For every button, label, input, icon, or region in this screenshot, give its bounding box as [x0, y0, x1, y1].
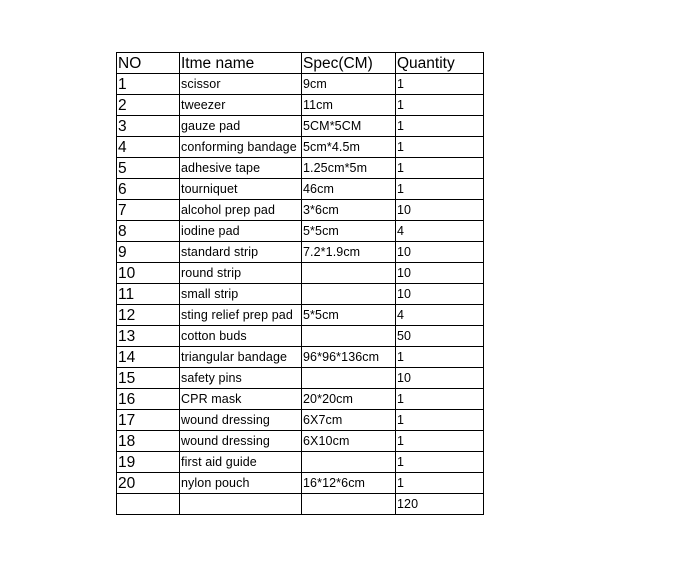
item-name-cell: standard strip	[180, 242, 302, 263]
item-name-cell: nylon pouch	[180, 473, 302, 494]
table-row	[117, 410, 484, 431]
item-name-cell: cotton buds	[180, 326, 302, 347]
spec-cell	[302, 494, 396, 515]
quantity-cell: 1	[396, 74, 484, 95]
table-row	[117, 431, 484, 452]
row-number-cell: 14	[117, 347, 180, 368]
quantity-cell: 4	[396, 305, 484, 326]
table-row	[117, 368, 484, 389]
spec-cell: 16*12*6cm	[302, 473, 396, 494]
row-number-cell: 1	[117, 74, 180, 95]
table-row	[117, 242, 484, 263]
item-name-cell: tweezer	[180, 95, 302, 116]
spec-cell	[302, 326, 396, 347]
item-name-cell: round strip	[180, 263, 302, 284]
spec-cell: 1.25cm*5m	[302, 158, 396, 179]
row-number-cell: 18	[117, 431, 180, 452]
quantity-cell: 1	[396, 95, 484, 116]
item-name-cell: alcohol prep pad	[180, 200, 302, 221]
table-row	[117, 305, 484, 326]
quantity-cell: 10	[396, 263, 484, 284]
spec-cell	[302, 263, 396, 284]
quantity-cell: 120	[396, 494, 484, 515]
row-number-cell: 7	[117, 200, 180, 221]
quantity-cell: 1	[396, 431, 484, 452]
row-number-cell: 11	[117, 284, 180, 305]
quantity-cell: 1	[396, 452, 484, 473]
row-number-cell: 6	[117, 179, 180, 200]
quantity-cell: 1	[396, 137, 484, 158]
table-header-row	[117, 53, 484, 74]
header-spec: Spec(CM)	[302, 53, 396, 74]
first-aid-kit-table-container	[116, 52, 484, 515]
quantity-cell: 50	[396, 326, 484, 347]
table-row	[117, 74, 484, 95]
quantity-cell: 1	[396, 158, 484, 179]
row-number-cell: 5	[117, 158, 180, 179]
row-number-cell: 15	[117, 368, 180, 389]
row-number-cell: 13	[117, 326, 180, 347]
row-number-cell: 10	[117, 263, 180, 284]
item-name-cell: first aid guide	[180, 452, 302, 473]
row-number-cell: 8	[117, 221, 180, 242]
row-number-cell: 4	[117, 137, 180, 158]
spec-cell: 3*6cm	[302, 200, 396, 221]
row-number-cell	[117, 494, 180, 515]
item-name-cell: gauze pad	[180, 116, 302, 137]
quantity-cell: 1	[396, 179, 484, 200]
item-name-cell: scissor	[180, 74, 302, 95]
spec-cell: 6X10cm	[302, 431, 396, 452]
spec-cell: 5CM*5CM	[302, 116, 396, 137]
item-name-cell: CPR mask	[180, 389, 302, 410]
row-number-cell: 17	[117, 410, 180, 431]
table-row	[117, 221, 484, 242]
table-row	[117, 116, 484, 137]
spec-cell: 6X7cm	[302, 410, 396, 431]
table-row	[117, 284, 484, 305]
table-row	[117, 179, 484, 200]
item-name-cell: iodine pad	[180, 221, 302, 242]
spec-cell	[302, 452, 396, 473]
table-row	[117, 200, 484, 221]
item-name-cell: sting relief prep pad	[180, 305, 302, 326]
row-number-cell: 19	[117, 452, 180, 473]
header-quantity: Quantity	[396, 53, 484, 74]
table-row	[117, 326, 484, 347]
row-number-cell: 9	[117, 242, 180, 263]
row-number-cell: 16	[117, 389, 180, 410]
item-name-cell: small strip	[180, 284, 302, 305]
table-row	[117, 494, 484, 515]
quantity-cell: 1	[396, 347, 484, 368]
quantity-cell: 4	[396, 221, 484, 242]
table-row	[117, 389, 484, 410]
item-name-cell: safety pins	[180, 368, 302, 389]
spec-cell: 7.2*1.9cm	[302, 242, 396, 263]
table-row	[117, 263, 484, 284]
item-name-cell	[180, 494, 302, 515]
quantity-cell: 10	[396, 368, 484, 389]
quantity-cell: 10	[396, 242, 484, 263]
quantity-cell: 1	[396, 116, 484, 137]
spec-cell: 46cm	[302, 179, 396, 200]
item-name-cell: wound dressing	[180, 410, 302, 431]
spec-cell: 9cm	[302, 74, 396, 95]
quantity-cell: 10	[396, 284, 484, 305]
item-name-cell: wound dressing	[180, 431, 302, 452]
spec-cell: 5*5cm	[302, 221, 396, 242]
header-item-name: Itme name	[180, 53, 302, 74]
row-number-cell: 12	[117, 305, 180, 326]
header-no: NO	[117, 53, 180, 74]
row-number-cell: 2	[117, 95, 180, 116]
item-name-cell: tourniquet	[180, 179, 302, 200]
spec-cell	[302, 368, 396, 389]
table-row	[117, 137, 484, 158]
row-number-cell: 3	[117, 116, 180, 137]
spec-cell	[302, 284, 396, 305]
table-row	[117, 347, 484, 368]
spec-cell: 5*5cm	[302, 305, 396, 326]
table-row	[117, 158, 484, 179]
spec-cell: 20*20cm	[302, 389, 396, 410]
quantity-cell: 1	[396, 410, 484, 431]
table-row	[117, 473, 484, 494]
quantity-cell: 1	[396, 473, 484, 494]
quantity-cell: 1	[396, 389, 484, 410]
spec-cell: 11cm	[302, 95, 396, 116]
spec-cell: 5cm*4.5m	[302, 137, 396, 158]
table-row	[117, 95, 484, 116]
first-aid-kit-table	[116, 52, 484, 515]
item-name-cell: triangular bandage	[180, 347, 302, 368]
item-name-cell: adhesive tape	[180, 158, 302, 179]
quantity-cell: 10	[396, 200, 484, 221]
spec-cell: 96*96*136cm	[302, 347, 396, 368]
row-number-cell: 20	[117, 473, 180, 494]
item-name-cell: conforming bandage	[180, 137, 302, 158]
table-row	[117, 452, 484, 473]
